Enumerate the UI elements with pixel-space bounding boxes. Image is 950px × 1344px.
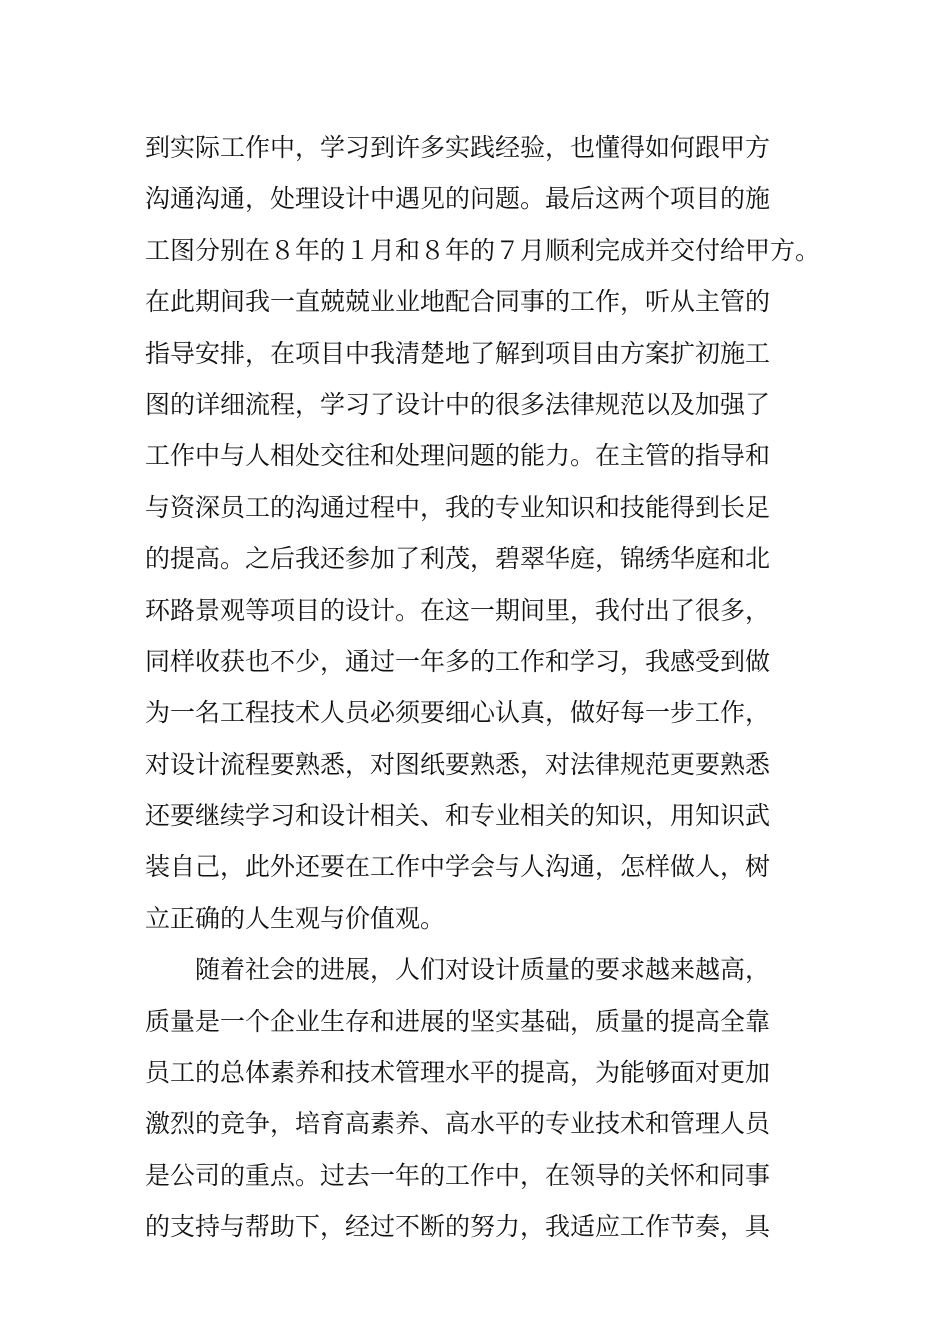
paragraph-2-line-3: 员工的总体素养和技术管理水平的提高，为能够面对更加: [145, 1058, 771, 1088]
paragraph-1-line-1: 到实际工作中，学习到许多实践经验，也懂得如何跟甲方: [145, 133, 771, 162]
paragraph-1-line-9: 的提高。之后我还参加了利茂，碧翠华庭，锦绣华庭和北: [145, 544, 771, 574]
paragraph-1-line-8: 与资深员工的沟通过程中，我的专业知识和技能得到长足: [145, 492, 771, 522]
paragraph-1-line-12: 为一名工程技术人员必须要细心认真，做好每一步工作，: [145, 698, 771, 728]
paragraph-1-line-2: 沟通沟通，处理设计中遇见的问题。最后这两个项目的施: [145, 184, 771, 214]
paragraph-1-line-13: 对设计流程要熟悉，对图纸要熟悉，对法律规范更要熟悉: [145, 749, 771, 779]
paragraph-1-line-14: 还要继续学习和设计相关、和专业相关的知识，用知识武: [145, 801, 771, 831]
body-text: [145, 122, 835, 1253]
paragraph-1-line-7: 工作中与人相处交往和处理问题的能力。在主管的指导和: [145, 441, 771, 471]
paragraph-1-line-5: 指导安排，在项目中我清楚地了解到项目由方案扩初施工: [145, 338, 771, 368]
paragraph-2-line-1: 随着社会的进展，人们对设计质量的要求越来越高，: [195, 955, 771, 985]
paragraph-2-line-5: 是公司的重点。过去一年的工作中，在领导的关怀和同事: [145, 1160, 771, 1190]
paragraph-1-line-3: 工图分别在８年的１月和８年的７月顺利完成并交付给甲方。: [145, 235, 821, 265]
paragraph-1-line-10: 环路景观等项目的设计。在这一期间里，我付出了很多，: [145, 595, 771, 625]
paragraph-1-line-15: 装自己，此外还要在工作中学会与人沟通，怎样做人，树: [145, 852, 771, 882]
paragraph-1-line-4: 在此期间我一直兢兢业业地配合同事的工作，听从主管的: [145, 287, 771, 317]
paragraph-2-line-4: 激烈的竞争，培育高素养、高水平的专业技术和管理人员: [145, 1109, 771, 1139]
paragraph-2-line-6: 的支持与帮助下，经过不断的努力，我适应工作节奏，具: [145, 1212, 771, 1242]
paragraph-1-line-6: 图的详细流程，学习了设计中的很多法律规范以及加强了: [145, 389, 771, 419]
paragraph-2-line-2: 质量是一个企业生存和进展的坚实基础，质量的提高全靠: [145, 1006, 771, 1036]
paragraph-1-line-11: 同样收获也不少，通过一年多的工作和学习，我感受到做: [145, 646, 771, 676]
paragraph-1-line-16: 立正确的人生观与价值观。: [145, 903, 446, 933]
